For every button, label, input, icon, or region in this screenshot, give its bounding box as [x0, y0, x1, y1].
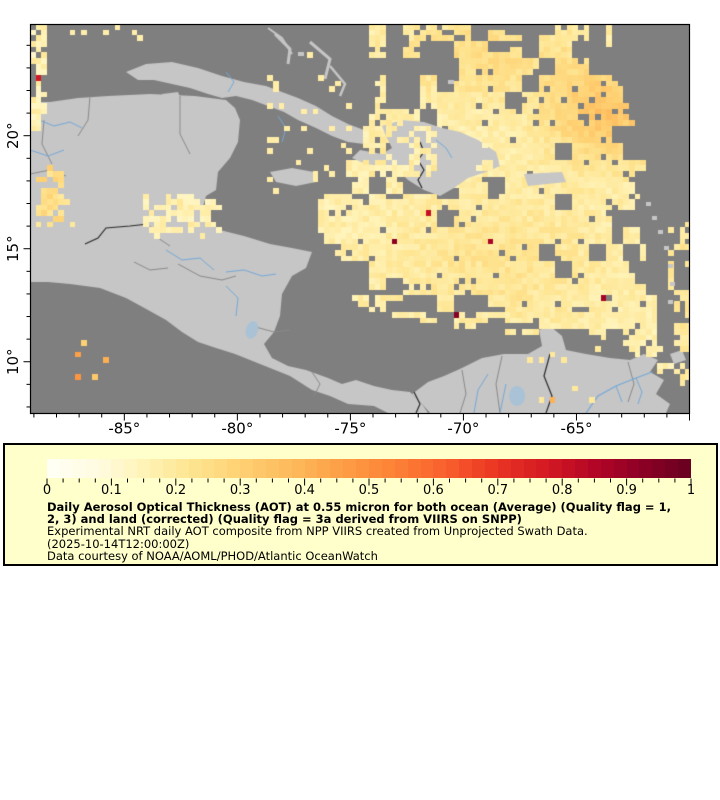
- y-axis-tick-label: 15°: [4, 235, 22, 263]
- colorbar-tick-label: 0.1: [101, 483, 122, 498]
- colorbar-block: [395, 459, 408, 478]
- colorbar-block: [292, 459, 305, 478]
- colorbar-block: [214, 459, 227, 478]
- caption-text-line: Data courtesy of NOAA/AOML/PHOD/Atlantic OceanWatch: [47, 548, 378, 563]
- colorbar-block: [137, 459, 150, 478]
- colorbar-block: [356, 459, 369, 478]
- colorbar-block: [317, 459, 330, 478]
- colorbar-tick-label: 0.9: [616, 483, 637, 498]
- colorbar-block: [575, 459, 588, 478]
- colorbar-block: [240, 459, 253, 478]
- colorbar-block: [511, 459, 524, 478]
- colorbar-block: [627, 459, 639, 478]
- caption-title-line: Daily Aerosol Optical Thickness (AOT) at 0.55 micron for both ocean (Average) (Quality flag = 1,: [47, 500, 671, 514]
- legend-panel: [3, 443, 718, 566]
- y-axis-tick-label: 20°: [4, 122, 22, 150]
- caption-text-line: Experimental NRT daily AOT composite from NPP VIIRS created from Unprojected Swath Data.: [47, 524, 588, 539]
- map-raster: [30, 24, 689, 413]
- colorbar-block: [47, 459, 60, 478]
- colorbar-tick-label: 0.4: [294, 483, 315, 498]
- colorbar-block: [433, 459, 446, 478]
- caption-title-line: 2, 3) and land (corrected) (Quality flag = 3a derived from VIIRS on SNPP): [47, 512, 522, 527]
- colorbar-block: [163, 459, 176, 478]
- colorbar-block: [111, 459, 124, 478]
- colorbar-block: [124, 459, 137, 478]
- colorbar-block: [382, 459, 395, 478]
- caption-text-line: (2025-10-14T12:00:00Z): [47, 536, 190, 551]
- x-axis-tick-label: -85°: [108, 419, 141, 438]
- map-panel: [30, 24, 689, 413]
- colorbar-block: [408, 459, 421, 478]
- colorbar-block: [202, 459, 214, 478]
- colorbar-tick-label: 0.2: [165, 483, 187, 498]
- colorbar-tick-label: 1: [686, 483, 696, 498]
- x-axis-tick-label: -75°: [334, 419, 367, 438]
- colorbar-block: [150, 459, 163, 478]
- colorbar-block: [266, 459, 279, 478]
- legend-caption: [47, 501, 697, 562]
- colorbar-block: [498, 459, 511, 478]
- x-axis-tick-label: -70°: [447, 419, 480, 438]
- colorbar-block: [562, 459, 575, 478]
- colorbar-block: [421, 459, 433, 478]
- colorbar-tick-label: 0: [42, 483, 52, 498]
- colorbar-block: [99, 459, 111, 478]
- colorbar-block: [549, 459, 562, 478]
- colorbar-block: [86, 459, 99, 478]
- colorbar-block: [279, 459, 292, 478]
- colorbar-block: [330, 459, 343, 478]
- colorbar-block: [601, 459, 614, 478]
- colorbar-block: [369, 459, 382, 478]
- colorbar-block: [614, 459, 627, 478]
- colorbar-block: [639, 459, 652, 478]
- colorbar-tick-label: 0.8: [551, 483, 573, 498]
- colorbar-tick-label: 0.5: [358, 483, 380, 498]
- x-axis-tick-label: -65°: [560, 419, 593, 438]
- colorbar-block: [73, 459, 86, 478]
- colorbar-block: [446, 459, 459, 478]
- colorbar-tick-label: 0.3: [229, 483, 251, 498]
- colorbar: [47, 459, 691, 478]
- colorbar-block: [343, 459, 356, 478]
- y-axis-tick-label: 10°: [4, 348, 22, 376]
- colorbar-block: [227, 459, 240, 478]
- colorbar-block: [176, 459, 189, 478]
- colorbar-block: [60, 459, 73, 478]
- colorbar-block: [678, 459, 691, 478]
- colorbar-block: [652, 459, 665, 478]
- colorbar-block: [189, 459, 202, 478]
- colorbar-block: [536, 459, 549, 478]
- colorbar-block: [459, 459, 472, 478]
- colorbar-tick-label: 0.7: [487, 483, 509, 498]
- colorbar-block: [665, 459, 678, 478]
- colorbar-block: [253, 459, 266, 478]
- x-axis-tick-label: -80°: [221, 419, 254, 438]
- colorbar-block: [485, 459, 498, 478]
- colorbar-block: [305, 459, 317, 478]
- colorbar-tick-label: 0.6: [423, 483, 444, 498]
- colorbar-block: [588, 459, 601, 478]
- colorbar-block: [524, 459, 536, 478]
- colorbar-block: [472, 459, 485, 478]
